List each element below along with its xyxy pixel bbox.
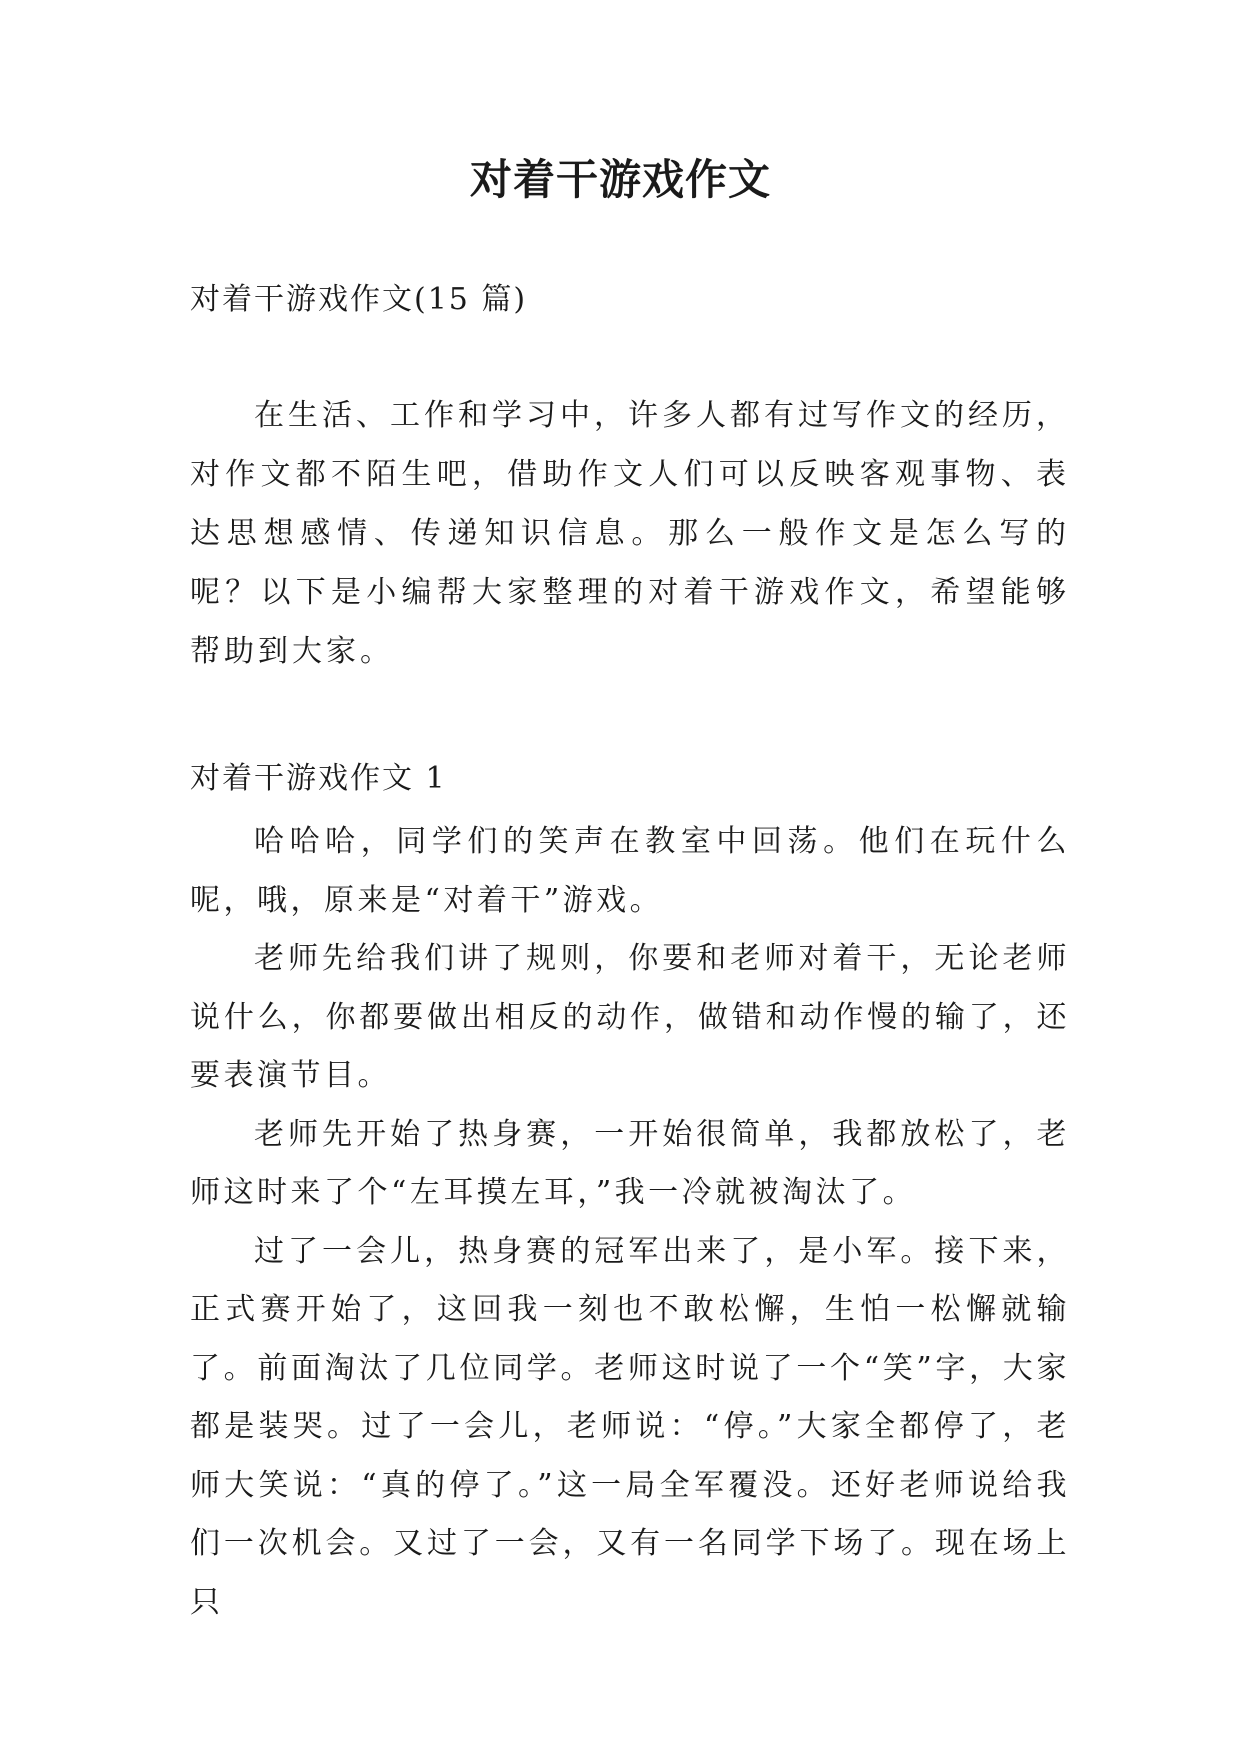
document-body <box>190 280 1070 1632</box>
body-paragraph: 老师先给我们讲了规则，你要和老师对着干，无论老师说什么，你都要做出相反的动作，做错和动作慢的输了，还要表演节目。 <box>190 941 1070 1093</box>
body-paragraph: 老师先开始了热身赛，一开始很简单，我都放松了，老师这时来了个“左耳摸左耳，”我一冷就被淘汰了。 <box>190 1116 1070 1210</box>
section-heading: 对着干游戏作文 1 <box>190 761 447 796</box>
document-subtitle: 对着干游戏作文(15 篇) <box>190 282 528 317</box>
body-paragraph: 过了一会儿，热身赛的冠军出来了，是小军。接下来，正式赛开始了，这回我一刻也不敢松懈，生怕一松懈就输了。前面淘汰了几位同学。老师这时说了一个“笑”字，大家都是装哭。过了一会儿，老师说：“停。”大家全都停了，老师大笑说：“真的停了。”这一局全军覆没。还好老师说给我们一次机会。又过了一会，又有一名同学下场了。现在场上只 <box>190 1233 1070 1620</box>
document-title: 对着干游戏作文 <box>469 155 771 204</box>
body-paragraph: 哈哈哈，同学们的笑声在教室中回荡。他们在玩什么呢，哦，原来是“对着干”游戏。 <box>190 824 1070 918</box>
intro-paragraph: 在生活、工作和学习中，许多人都有过写作文的经历，对作文都不陌生吧，借助作文人们可以反映客观事物、表达思想感情、传递知识信息。那么一般作文是怎么写的呢？以下是小编帮大家整理的对着干游戏作文，希望能够帮助到大家。 <box>190 398 1070 669</box>
